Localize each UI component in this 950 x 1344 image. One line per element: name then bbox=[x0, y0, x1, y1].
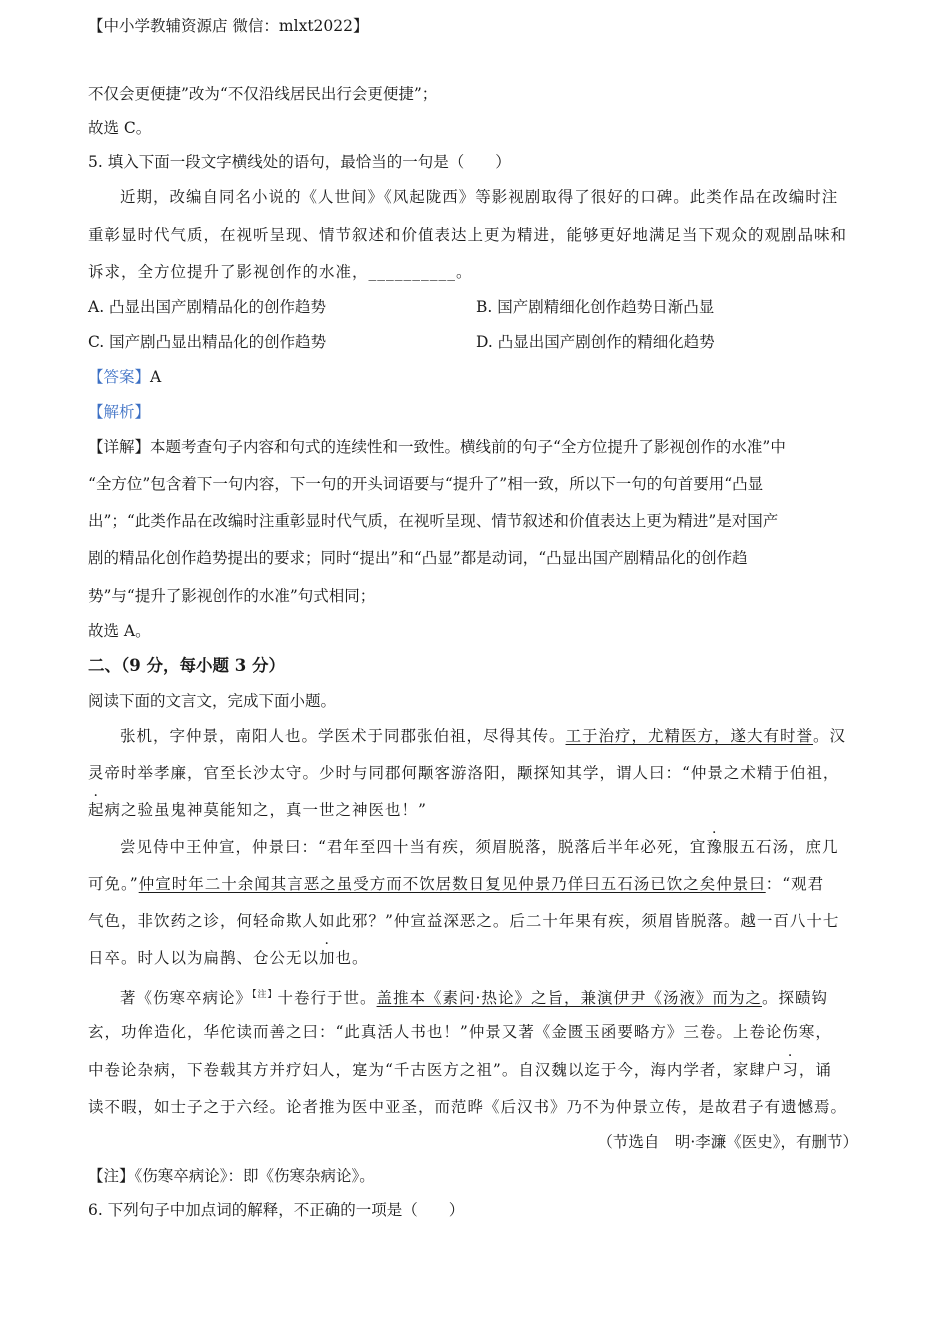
footnote-marker: 【注】 bbox=[252, 990, 278, 1000]
text-span: 。探赜钩 bbox=[761, 989, 828, 1007]
passage-p1-line2: 灵帝时举孝廉，官至长沙太守。少时与同郡何颙客游洛阳，颙探知其学，谓人曰：“仲景之术精于伯祖， bbox=[88, 764, 840, 782]
underlined-sentence: 工于治疗，尤精医方，遂大有时誉 bbox=[565, 727, 814, 745]
q5-answer bbox=[88, 367, 161, 387]
answer-label: 【答案】 bbox=[88, 368, 151, 386]
text-span: 日卒。时人以为扁鹊、仓公无以 bbox=[88, 949, 320, 967]
section-instruction: 阅读下面的文言文，完成下面小题。 bbox=[88, 692, 337, 710]
passage-p3-line1 bbox=[120, 985, 828, 1008]
q5-option-a: A. 凸显出国产剧精品化的创作趋势 bbox=[88, 298, 327, 316]
passage-p2-line2 bbox=[88, 874, 824, 894]
dotted-word: 起 bbox=[88, 801, 105, 819]
q5-passage-line: 近期，改编自同名小说的《人世间》《风起陇西》等影视剧取得了很好的口碑。此类作品在改编时注 bbox=[120, 188, 839, 206]
text-span: 中卷论杂病，下卷载其方并疗妇人，寔为“千古医方之祖”。自汉魏以迄于今，海内学者，家肆户 bbox=[88, 1061, 783, 1079]
text-span: 十卷行于世。 bbox=[277, 989, 377, 1007]
q5-stem: 5. 填入下面一段文字横线处的语句，最恰当的一句是（ ） bbox=[88, 153, 511, 171]
q5-detail-line: 势”与“提升了影视创作的水准”句式相同； bbox=[88, 587, 376, 605]
text-span: ：“观君 bbox=[765, 875, 825, 893]
passage-p2-line1 bbox=[120, 837, 838, 857]
passage-p1-line1 bbox=[120, 726, 846, 746]
q4-text: 不仅会更便捷”改为“不仅沿线居民出行会更便捷”； bbox=[88, 85, 438, 103]
text-span: 病之验虽鬼神莫能知之，真一世之神医也！” bbox=[104, 801, 427, 819]
q4-conclusion: 故选 C。 bbox=[88, 119, 152, 137]
q5-detail-line: 剧的精品化创作趋势提出的要求；同时“提出”和“凸显”都是动词，“凸显出国产剧精品化的创作趋 bbox=[88, 549, 748, 567]
text-span: ，诵 bbox=[798, 1061, 832, 1079]
text-span: 。汉 bbox=[813, 727, 847, 745]
q5-passage-line: 重彰显时代气质，在视听呈现、情节叙述和价值表达上更为精进，能够更好地满足当下观众的观剧品味和 bbox=[88, 226, 848, 244]
q5-detail-line: “全方位”包含着下一句内容，下一句的开头词语要与“提升了”相一致，所以下一句的句首要用“凸显 bbox=[88, 475, 764, 493]
text-span: 可免。” bbox=[88, 875, 139, 893]
underlined-sentence: 盖推本《素问·热论》之旨，兼演伊尹《汤液》而为之 bbox=[376, 989, 762, 1007]
q5-detail-line: 出”；“此类作品在改编时注重彰显时代气质，在视听呈现、情节叙述和价值表达上更为精进”是对国产 bbox=[88, 512, 779, 530]
passage-p3-line4: 读不暇，如士子之于六经。论者推为医中亚圣，而范晔《后汉书》乃不为仲景立传，是故君子有遗憾焉。 bbox=[88, 1098, 848, 1116]
dotted-word: 豫 bbox=[706, 838, 723, 856]
passage-p3-line2: 玄，功侔造化，华佗读而善之曰：“此真活人书也！”仲景又著《金匮玉函要略方》三卷。上卷论伤寒， bbox=[88, 1023, 832, 1041]
text-span: 服五石汤，庶几 bbox=[722, 838, 839, 856]
text-span: 张机，字仲景，南阳人也。学医术于同郡张伯祖，尽得其传。 bbox=[120, 727, 566, 745]
q5-option-d: D. 凸显出国产剧创作的精细化趋势 bbox=[476, 333, 715, 351]
q5-option-c: C. 国产剧凸显出精品化的创作趋势 bbox=[88, 333, 327, 351]
q5-detail-line: 【详解】本题考查句子内容和句式的连续性和一致性。横线前的句子“全方位提升了影视创作的水准”中 bbox=[88, 438, 786, 456]
passage-p3-line3 bbox=[88, 1060, 832, 1080]
q5-passage-line: 诉求，全方位提升了影视创作的水准，__________。 bbox=[88, 263, 473, 281]
passage-p1-line3 bbox=[88, 800, 427, 820]
underlined-sentence: 仲宣时年二十余闻其言恶之虽受方而不饮居数日复见仲景乃佯曰五石汤已饮之矣仲景曰 bbox=[138, 875, 766, 893]
text-span: 尝见侍中王仲宣，仲景曰：“君年至四十当有疾，须眉脱落，脱落后半年必死，宜 bbox=[120, 838, 707, 856]
passage-p2-line4 bbox=[88, 948, 369, 968]
passage-p2-line3: 气色，非饮药之诊，何轻命欺人如此邪？”仲宣益深恶之。后二十年果有疾，须眉皆脱落。越一百八十七 bbox=[88, 912, 840, 930]
q6-stem: 6. 下列句子中加点词的解释，不正确的一项是（ ） bbox=[88, 1201, 465, 1219]
q5-option-b: B. 国产剧精细化创作趋势日渐凸显 bbox=[476, 298, 715, 316]
footnote: 【注】《伤寒卒病论》：即《伤寒杂病论》。 bbox=[88, 1167, 375, 1185]
dotted-word: 习 bbox=[782, 1061, 799, 1079]
q5-conclusion: 故选 A。 bbox=[88, 622, 151, 640]
answer-value: A bbox=[150, 368, 162, 386]
section-title: 二、（9 分，每小题 3 分） bbox=[88, 656, 285, 675]
passage-source: （节选自 明·李濂《医史》，有删节） bbox=[597, 1133, 858, 1151]
page-header: 【中小学教辅资源店 微信：mlxt2022】 bbox=[88, 17, 369, 35]
dotted-word: 加 bbox=[319, 949, 336, 967]
text-span: 著《伤寒卒病论》 bbox=[120, 989, 253, 1007]
text-span: 也。 bbox=[335, 949, 369, 967]
q5-analysis-label: 【解析】 bbox=[88, 403, 151, 421]
